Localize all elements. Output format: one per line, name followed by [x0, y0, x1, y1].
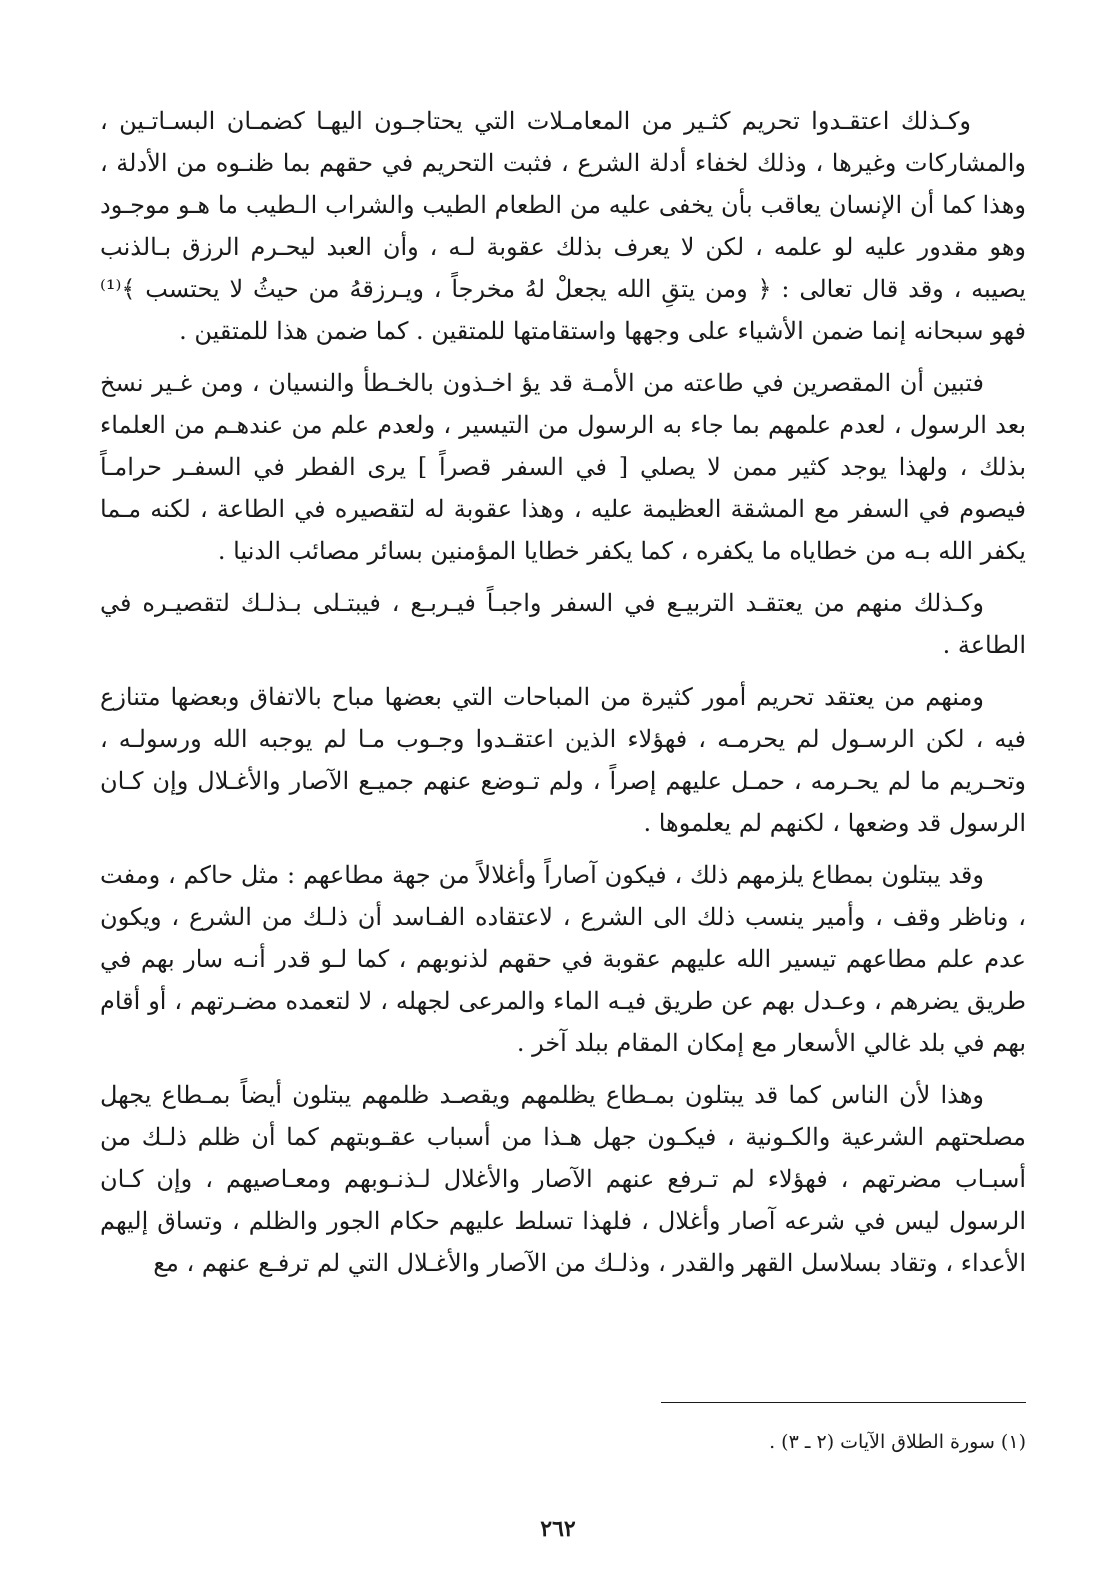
page-body — [100, 100, 1026, 1294]
paragraph: وقد يبتلون بمطاع يلزمهم ذلك ، فيكون آصاراً وأغلالاً من جهة مطاعهم : مثل حاكم ، ومفت ، وناظر وقف ، وأمير ينسب ذلك الى الشرع ، لاعتقاده الفـاسد أن ذلـك من الشرع ، ويكون عدم علم مطاعهم تيسير الله عليهم عقوبة في حقهم لذنوبهم ، كما لـو قدر أنـه سار بهم في طريق يضرهم ، وعـدل بهم عن طريق فيـه الماء والمرعى لجهله ، لا لتعمده مضـرتهم ، أو أقام بهم في بلد غالي الأسعار مع إمكان المقام ببلد آخر . — [100, 861, 1026, 1057]
paragraph: وكـذلك منهم من يعتقـد التربيـع في السفر واجبـاً فيـربـع ، فيبتـلى بـذلـك لتقصيـره في الطاعة . — [100, 589, 1026, 659]
paragraph: وهذا لأن الناس كما قد يبتلون بمـطاع يظلمهم ويقصـد ظلمهم يبتلون أيضاً بمـطاع يجهل مصلحتهم الشرعية والكـونية ، فيكـون جهل هـذا من أسباب عقـوبتهم كما أن ظلم ذلـك من أسبـاب مضرتهم ، فهؤلاء لم تـرفع عنهم الآصار والأغلال لـذنـوبهم ومعـاصيهم ، وإن كـان الرسول ليس في شرعه آصار وأغلال ، فلهذا تسلط عليهم حكام الجور والظلم ، وتساق إليهم الأعداء ، وتقاد بسلاسل القهر والقدر ، وذلـك من الآصار والأغـلال التي لم ترفـع عنهم ، مع — [100, 1081, 1026, 1277]
paragraph: فتبين أن المقصرين في طاعته من الأمـة قد يؤ اخـذون بالخـطأ والنسيان ، ومن غـير نسخ بعد الرسول ، لعدم علمهم بما جاء به الرسول من التيسير ، ولعدم علم من عندهـم من العلماء بذلك ، ولهذا يوجد كثير ممن لا يصلي [ في السفر قصراً ] يرى الفطر في السفـر حرامـاً فيصوم في السفر مع المشقة العظيمة عليه ، وهذا عقوبة له لتقصيره في الطاعة ، لكنه مـما يكفر الله بـه من خطاياه ما يكفره ، كما يكفر خطايا المؤمنين بسائر مصائب الدنيا . — [100, 369, 1027, 565]
footnote-divider — [661, 1402, 1026, 1403]
page-number: ٢٦٢ — [540, 1516, 576, 1542]
footnote: (١) سورة الطلاق الآيات (٢ ـ ٣) . — [769, 1431, 1026, 1453]
paragraph: ومنهم من يعتقد تحريم أمور كثيرة من المباحات التي بعضها مباح بالاتفاق وبعضها متنازع فيه ، لكن الرسـول لم يحرمـه ، فهؤلاء الذين اعتقـدوا وجـوب مـا لم يوجبه الله ورسولـه ، وتحـريم ما لم يحـرمه ، حمـل عليهم إصراً ، ولم تـوضع عنهم جميـع الآصار والأغـلال وإن كـان الرسول قد وضعها ، لكنهم لم يعلموها . — [100, 683, 1026, 837]
paragraph: وكـذلك اعتقـدوا تحريم كثـير من المعامـلات التي يحتاجـون اليهـا كضمـان البسـاتـين ، والمشاركات وغيرها ، وذلك لخفاء أدلة الشرع ، فثبت التحريم في حقهم بما ظنـوه من الأدلة ، وهذا كما أن الإنسان يعاقب بأن يخفى عليه من الطعام الطيب والشراب الـطيب ما هـو موجـود وهو مقدور عليه لو علمه ، لكن لا يعرف بذلك عقوبة لـه ، وأن العبد ليحـرم الرزق بـالذنب يصيبه ، وقد قال تعالى : ﴿ ومن يتقِ الله يجعلْ لهُ مخرجاً ، ويـرزقهُ من حيثُ لا يحتسب ﴾⁽¹⁾ فهو سبحانه إنما ضمن الأشياء على وجهها واستقامتها للمتقين . كما ضمن هذا للمتقين . — [100, 107, 1026, 345]
